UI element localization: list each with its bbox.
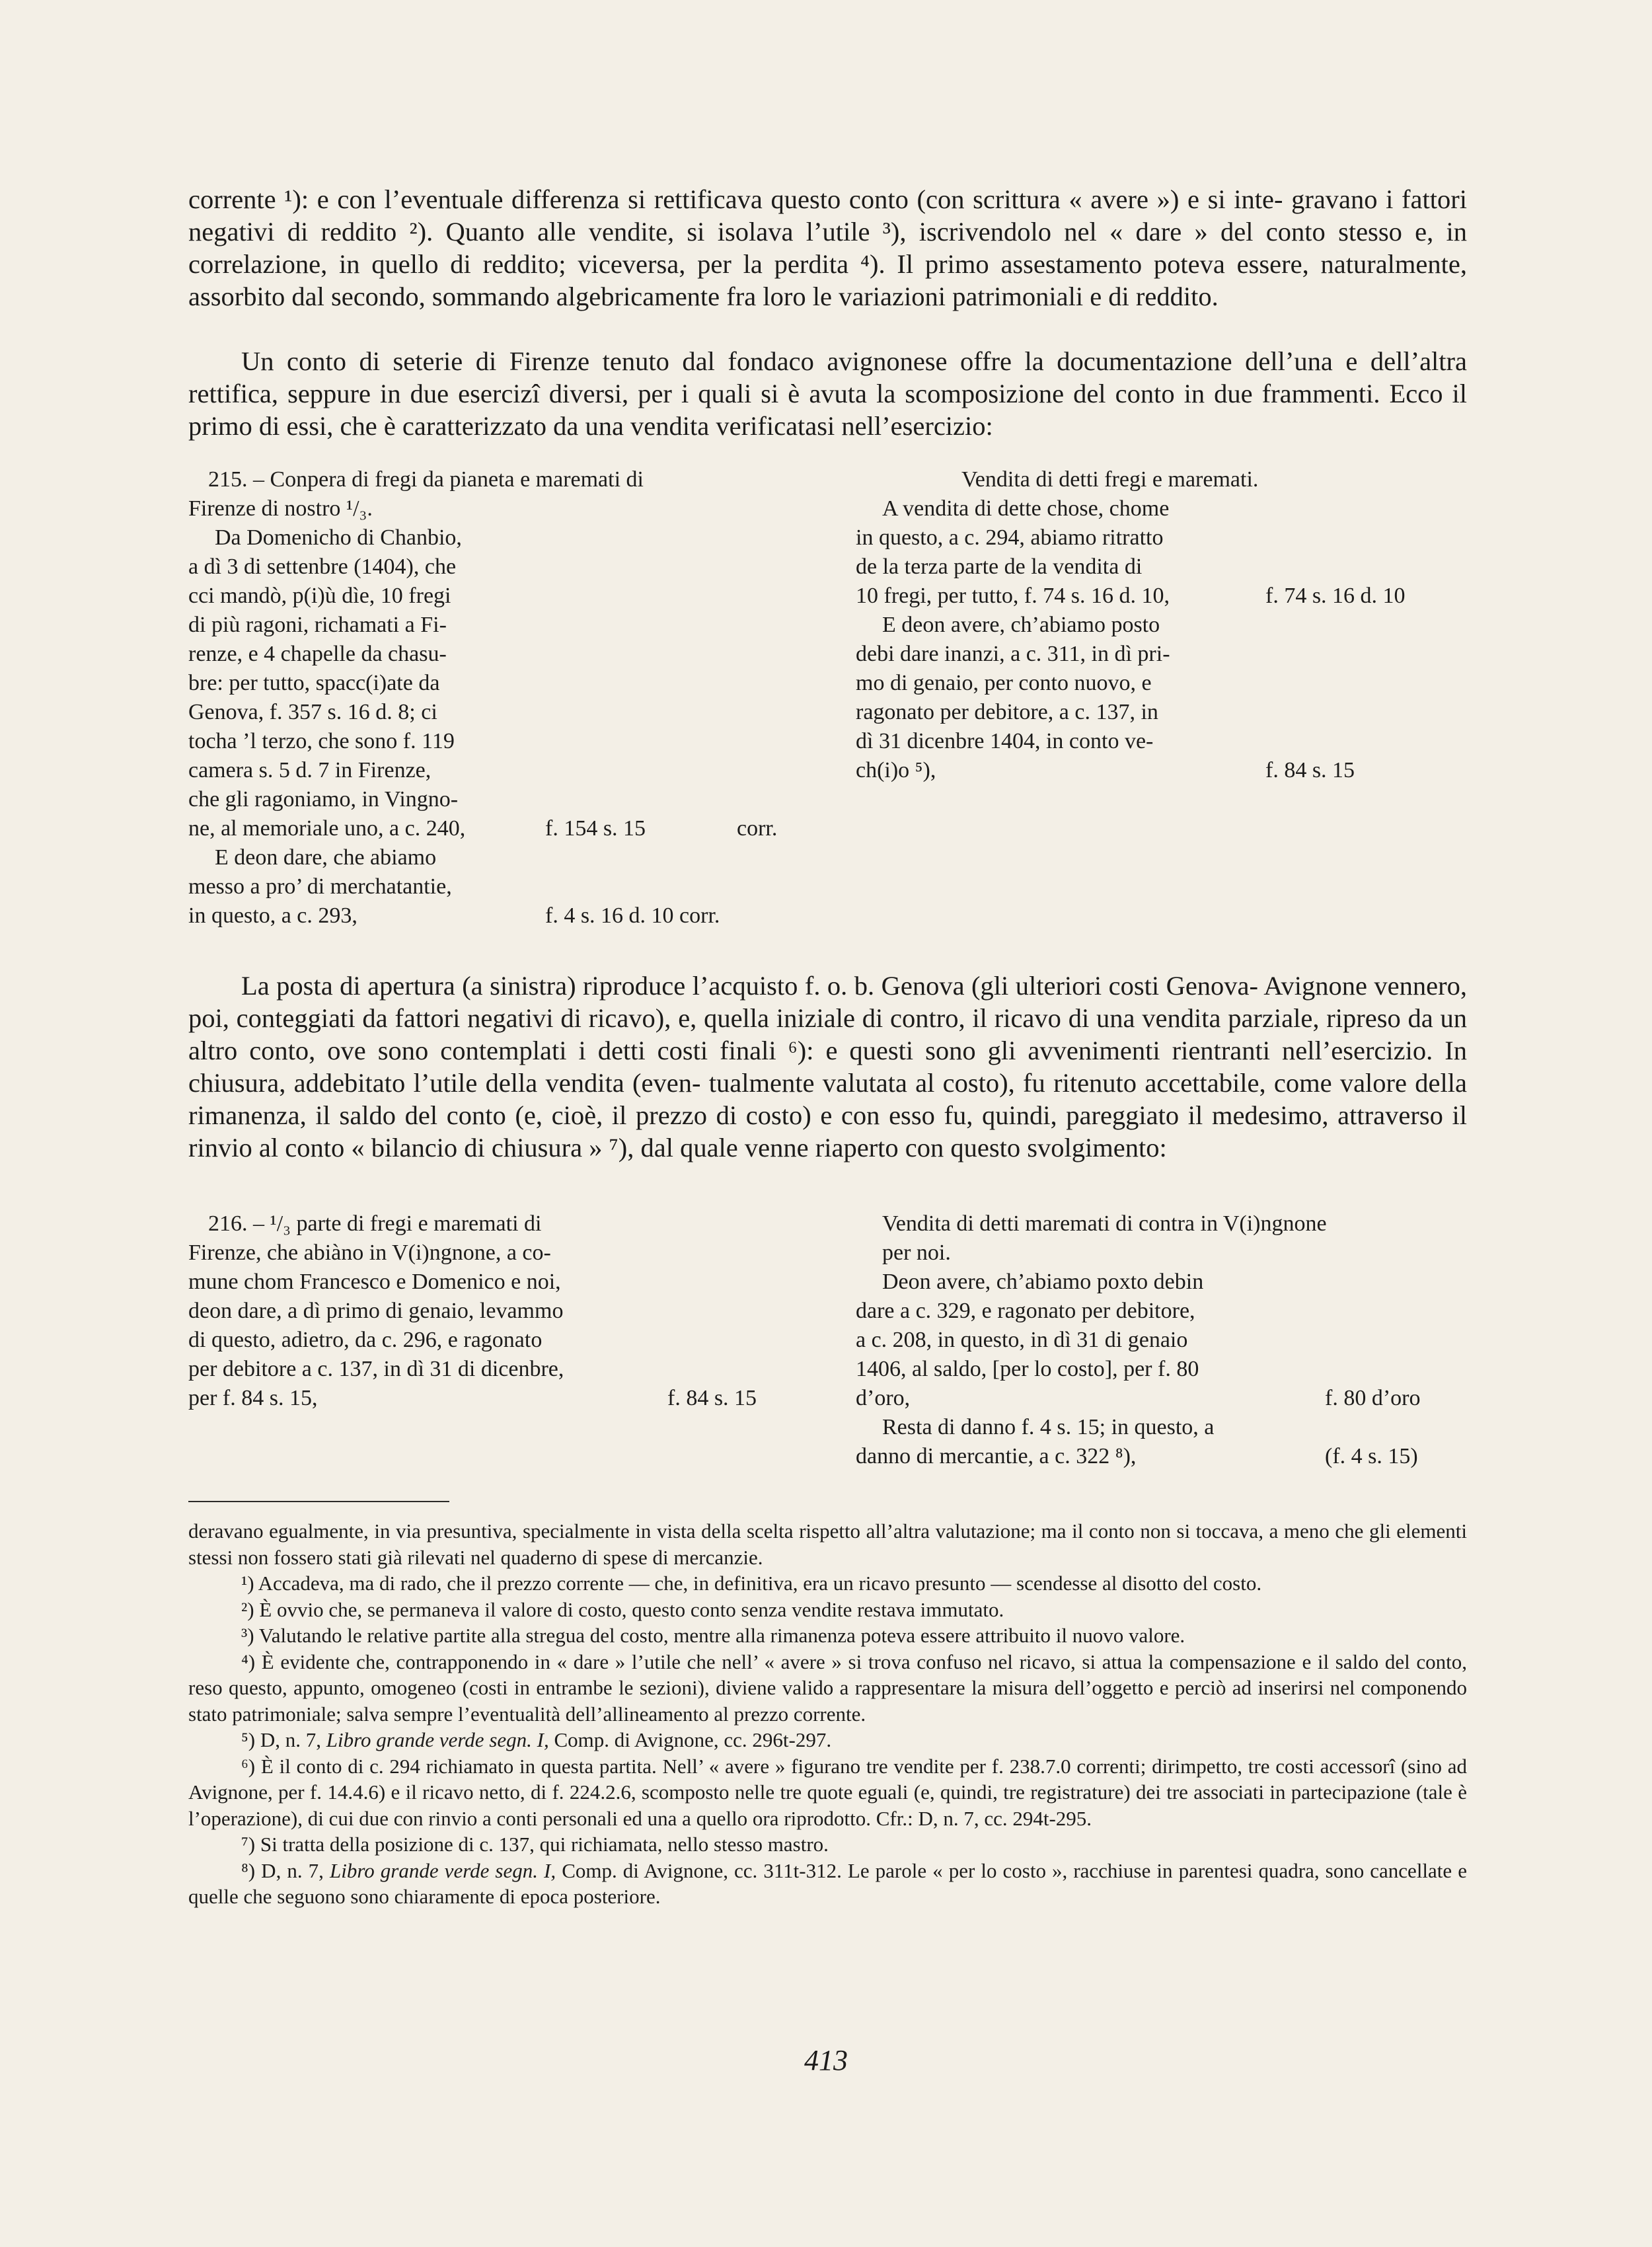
ledger-line: [188, 785, 849, 814]
ledger-line: [188, 582, 849, 611]
ledger-line: [856, 1209, 1470, 1238]
ledger-line: [856, 494, 1470, 523]
ledger-amount: f. 84 s. 15: [667, 1386, 757, 1410]
ledger-text: in questo, a c. 293,: [188, 903, 357, 928]
ledger-text: Da Domenicho di Chanbio,: [215, 525, 462, 550]
second-paragraph: [188, 345, 1467, 442]
ledger-line: [856, 1326, 1470, 1355]
entry-215-debit-column: [188, 465, 849, 931]
ledger-line: [856, 582, 1470, 611]
ledger-text: E deon avere, ch’abiamo posto: [882, 613, 1160, 637]
ledger-line: [188, 552, 849, 582]
ledger-line: [856, 1384, 1470, 1413]
ledger-text: Firenze di nostro ¹/₃.: [188, 496, 373, 521]
ledger-line: [856, 1442, 1470, 1471]
ledger-line: [856, 727, 1470, 756]
footnote-4: ⁴) È evidente che, contrapponendo in « dare » l’utile che nell’ « avere » si trova confuso nel ricavo, si attua la compensazione e il saldo del conto, reso questo, appunto, omogeneo (costi in entrambe le sezioni), diviene valido a rappresentare la misura dell’oggetto e perciò ad inserirsi nel componendo stato patrimoniale; salva sempre l’eventualità dell’allineamento al prezzo corrente.: [188, 1650, 1467, 1726]
account-entry-216: [188, 1209, 1470, 1480]
ledger-text: de la terza parte de la vendita di: [856, 554, 1143, 579]
ledger-text: debi dare inanzi, a c. 311, in dì pri-: [856, 642, 1170, 666]
intro-paragraph: [188, 183, 1467, 313]
ledger-text: 215. – Conpera di fregi da pianeta e maremati di: [208, 467, 644, 492]
ledger-line: [188, 523, 849, 552]
ledger-text: Vendita di detti maremati di contra in V(i)ngnone: [882, 1211, 1327, 1236]
ledger-text: 1406, al saldo, [per lo costo], per f. 80: [856, 1357, 1199, 1381]
ledger-line: [856, 523, 1470, 552]
second-paragraph-text: Un conto di seterie di Firenze tenuto dal fondaco avignonese offre la documentazione dell’una e dell’altra rettifica, seppure in due esercizî diversi, per i quali si è avuta la scomposizione del conto in due frammenti. Ecco il primo di essi, che è caratterizzato da una vendita verificatasi nell’esercizio:: [188, 346, 1468, 441]
ledger-line: [856, 1268, 1470, 1297]
ledger-line: [188, 727, 849, 756]
ledger-text: Resta di danno f. 4 s. 15; in questo, a: [882, 1415, 1215, 1439]
entry-215-credit-column: [856, 465, 1470, 785]
footnote-rule: [188, 1501, 449, 1502]
ledger-text: cci mandò, p(i)ù dìe, 10 fregi: [188, 584, 451, 608]
ledger-text: 10 fregi, per tutto, f. 74 s. 16 d. 10,: [856, 584, 1170, 608]
ledger-text: 216. – ¹/₃ parte di fregi e maremati di: [208, 1211, 542, 1236]
ledger-text: Genova, f. 357 s. 16 d. 8; ci: [188, 700, 437, 724]
footnote-3: ³) Valutando le relative partite alla stregua del costo, mentre alla rimanenza poteva essere attribuito il nuovo valore.: [241, 1624, 1185, 1647]
ledger-text: A vendita di dette chose, chome: [882, 496, 1170, 521]
ledger-text: d’oro,: [856, 1386, 911, 1410]
ledger-text: camera s. 5 d. 7 in Firenze,: [188, 758, 432, 782]
ledger-line: [188, 1384, 849, 1413]
ledger-line: [188, 901, 849, 931]
entry-216-credit-column: [856, 1209, 1470, 1471]
footnote-8: ⁸) D, n. 7, Libro grande verde segn. I, Comp. di Avignone, cc. 311t-312. Le parole « per lo costo », racchiuse in parentesi quadra, sono cancellate e quelle che seguono sono chiaramente di epoca posteriore.: [188, 1858, 1467, 1908]
ledger-line: [188, 872, 849, 901]
footnotes: [188, 1518, 1467, 1910]
ledger-text: a dì 3 di settenbre (1404), che: [188, 554, 457, 579]
page-number: 413: [804, 2044, 848, 2076]
ledger-line: [856, 611, 1470, 640]
footnote-6: ⁶) È il conto di c. 294 richiamato in questa partita. Nell’ « avere » figurano tre vendite per f. 238.7.0 correnti; dirimpetto, tre costi accessorî (sino ad Avignone, per f. 14.4.6) e il ricavo netto, di f. 224.2.6, scomposto nelle tre quote eguali (e, quindi, tre registrature) dei tre associati in partecipazione (tale è l’operazione), di cui due con rinvio a conti personali ed una a quello ora riprodotto. Cfr.: D, n. 7, cc. 294t-295.: [188, 1754, 1467, 1830]
ledger-text: danno di mercantie, a c. 322 ⁸),: [856, 1444, 1137, 1468]
ledger-text: di più ragoni, richamati a Fi-: [188, 613, 447, 637]
ledger-line: [188, 756, 849, 785]
ledger-text: dì 31 dicenbre 1404, in conto ve-: [856, 729, 1154, 753]
ledger-line: [856, 640, 1470, 669]
ledger-text: deon dare, a dì primo di genaio, levammo: [188, 1299, 564, 1323]
ledger-text: tocha ’l terzo, che sono f. 119: [188, 729, 455, 753]
footnote-1: ¹) Accadeva, ma di rado, che il prezzo corrente — che, in definitiva, era un ricavo presunto — scendesse al disotto del costo.: [241, 1572, 1262, 1595]
entry-216-debit-column: [188, 1209, 849, 1413]
footnote-7: ⁷) Si tratta della posizione di c. 137, qui richiamata, nello stesso mastro.: [241, 1833, 829, 1856]
third-paragraph-text: La posta di apertura (a sinistra) riproduce l’acquisto f. o. b. Genova (gli ulteriori costi Genova- Avignone vennero, poi, conteggiati da fattori negativi di ricavo), e, quella iniziale di contro, il ricavo di una vendita parziale, ripreso da un altro conto, ove sono contemplati i detti costi finali ⁶): e questi sono gli avvenimenti rientranti nell’esercizio. In chiusura, addebitato l’utile della vendita (even- tualmente valutata al costo), fu ritenuto accettabile, come valore della rimanenza, il saldo del conto (e, cioè, il prezzo di costo) e con esso fu, quindi, pareggiato il medesimo, attraverso il rinvio al conto « bilancio di chiusura » ⁷), dal quale venne riaperto con questo svolgimento:: [188, 971, 1467, 1162]
ledger-text: mune chom Francesco e Domenico e noi,: [188, 1270, 561, 1294]
ledger-line: [856, 756, 1470, 785]
ledger-text: ch(i)o ⁵),: [856, 758, 936, 782]
ledger-text: Vendita di detti fregi e maremati.: [961, 467, 1259, 492]
ledger-text: Firenze, che abiàno in V(i)ngnone, a co-: [188, 1240, 551, 1265]
ledger-line: [856, 1355, 1470, 1384]
ledger-amount: f. 74 s. 16 d. 10: [1265, 584, 1406, 608]
ledger-amount: f. 84 s. 15: [1265, 758, 1355, 782]
footnote-2: ²) È ovvio che, se permaneva il valore di costo, questo conto senza vendite restava immutato.: [241, 1597, 1004, 1621]
ledger-text: a c. 208, in questo, in dì 31 di genaio: [856, 1328, 1188, 1352]
ledger-text: Deon avere, ch’abiamo poxto debin: [882, 1270, 1204, 1294]
ledger-text: per debitore a c. 137, in dì 31 di dicenbre,: [188, 1357, 564, 1381]
intro-paragraph-text: corrente ¹): e con l’eventuale differenza si rettificava questo conto (con scrittura « avere ») e si inte- gravano i fattori negativi di reddito ²). Quanto alle vendite, si isolava l’utile ³), iscrivendolo nel « dare » del conto stesso e, in correlazione, in quello di reddito; viceversa, per la perdita ⁴). Il primo assestamento poteva essere, naturalmente, assorbito dal secondo, sommando algebricamente fra loro le variazioni patrimoniali e di reddito.: [188, 184, 1468, 311]
ledger-line: [188, 1297, 849, 1326]
ledger-line: [188, 465, 849, 494]
ledger-text: per f. 84 s. 15,: [188, 1386, 318, 1410]
ledger-text: di questo, adietro, da c. 296, e ragonato: [188, 1328, 543, 1352]
ledger-line: [188, 611, 849, 640]
ledger-line: [856, 465, 1470, 494]
ledger-currency-note: corr.: [737, 816, 778, 841]
ledger-text: mo di genaio, per conto nuovo, e: [856, 671, 1152, 695]
ledger-text: in questo, a c. 294, abiamo ritratto: [856, 525, 1164, 550]
footnote-continuation: deravano egualmente, in via presuntiva, specialmente in vista della scelta rispetto all’altra valutazione; ma il conto non si toccava, a meno che gli elementi stessi non fossero stati già rilevati nel quaderno di spese di mercanzie.: [188, 1519, 1467, 1569]
ledger-text: per noi.: [882, 1240, 951, 1265]
ledger-line: [188, 698, 849, 727]
ledger-text: che gli ragoniamo, in Vingno-: [188, 787, 459, 812]
footnote-5: ⁵) D, n. 7, Libro grande verde segn. I, Comp. di Avignone, cc. 296t-297.: [241, 1728, 832, 1751]
ledger-text: renze, e 4 chapelle da chasu-: [188, 642, 447, 666]
ledger-amount: f. 80 d’oro: [1325, 1386, 1421, 1410]
ledger-line: [188, 843, 849, 872]
ledger-amount: f. 154 s. 15: [545, 816, 646, 841]
ledger-line: [856, 1297, 1470, 1326]
ledger-line: [188, 640, 849, 669]
account-entry-215: [188, 465, 1470, 934]
ledger-text: E deon dare, che abiamo: [215, 845, 437, 870]
ledger-line: [856, 698, 1470, 727]
ledger-amount: (f. 4 s. 15): [1325, 1444, 1418, 1468]
ledger-line: [188, 494, 849, 523]
ledger-line: [188, 669, 849, 698]
ledger-line: [856, 669, 1470, 698]
ledger-line: [856, 1238, 1470, 1268]
ledger-text: ne, al memoriale uno, a c. 240,: [188, 816, 466, 841]
ledger-line: [188, 1238, 849, 1268]
ledger-line: [188, 814, 849, 843]
ledger-line: [188, 1268, 849, 1297]
ledger-amount: f. 4 s. 16 d. 10 corr.: [545, 903, 720, 928]
ledger-text: dare a c. 329, e ragonato per debitore,: [856, 1299, 1195, 1323]
ledger-line: [188, 1326, 849, 1355]
third-paragraph: [188, 970, 1467, 1164]
ledger-text: messo a pro’ di merchatantie,: [188, 874, 452, 899]
ledger-line: [856, 1413, 1470, 1442]
ledger-line: [188, 1209, 849, 1238]
ledger-text: bre: per tutto, spacc(i)ate da: [188, 671, 440, 695]
ledger-line: [188, 1355, 849, 1384]
ledger-text: ragonato per debitore, a c. 137, in: [856, 700, 1158, 724]
ledger-line: [856, 552, 1470, 582]
